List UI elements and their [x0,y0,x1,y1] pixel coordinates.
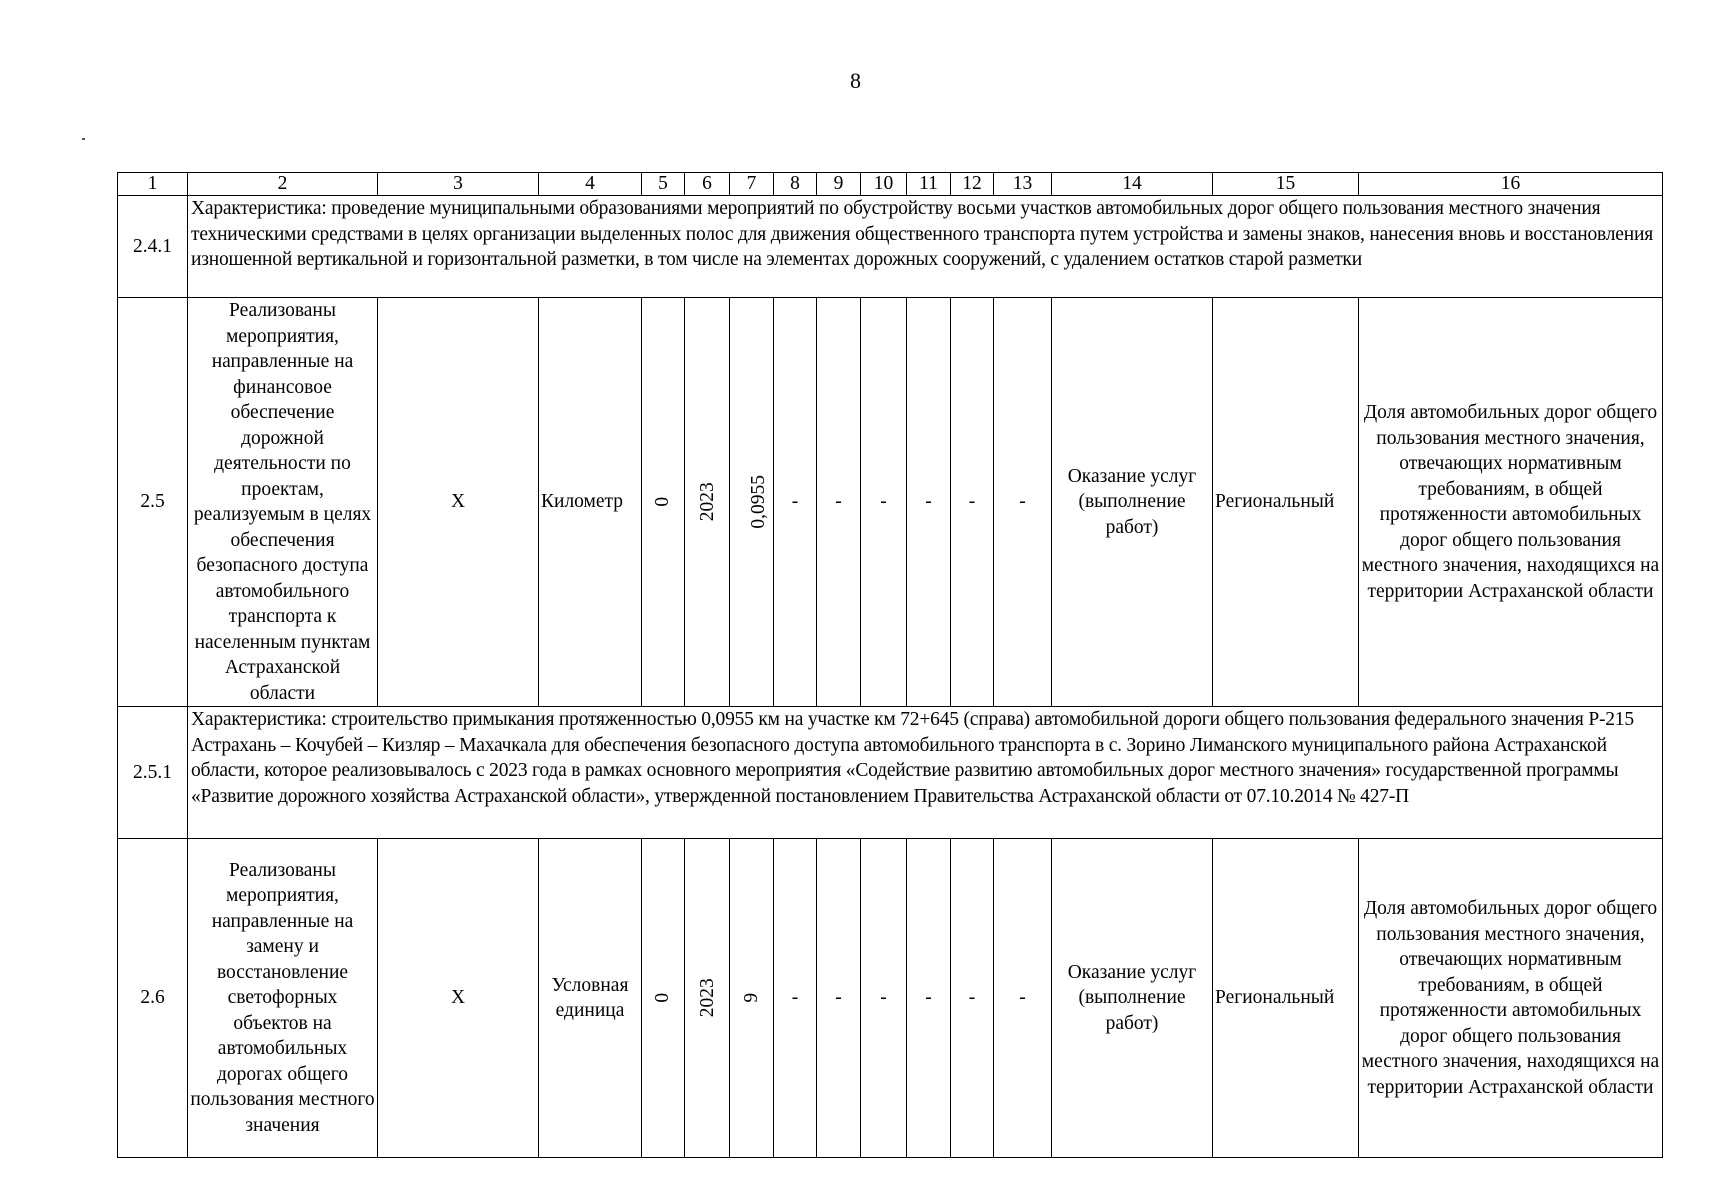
cell-col-5 [642,839,685,1158]
unit-cell: Условная единица [539,839,642,1158]
header-col-12: 12 [951,173,994,196]
row-number: 2.6 [118,839,188,1158]
level-cell: Региональный [1213,839,1359,1158]
cell-col-10: - [861,839,907,1158]
cell-col-9: - [817,298,861,707]
base-value: 0 [652,993,674,1003]
characteristic-text: Характеристика: строительство примыкания протяженностью 0,0955 км на участке км 72+645 (справа) автомобильной дороги общего пользования федерального значения Р-215 Астрахань – Кочубей – Кизляр – Махачкала для обеспечения безопасного доступа автомобильного транспорта в с. Зорино Лиманского муниципального района Астраханской области, которое реализовывалось с 2023 года в рамках основного мероприятия «Содействие развитию автомобильных дорог местного значения» государственной программы «Развитие дорожного хозяйства Астраханской области», утвержденной постановлением Правительства Астраханской области от 07.10.2014 № 427-П [188,707,1663,839]
results-table [117,172,1663,1158]
cell-col-5 [642,298,685,707]
indicator-link: Доля автомобильных дорог общего пользования местного значения, отвечающих нормативным требованиям, в общей протяженности автомобильных дорог общего пользования местного значения, находящихся на территории Астраханской области [1359,839,1663,1158]
cell-col-3: Х [378,839,539,1158]
result-type: Оказание услуг (выполнение работ) [1052,298,1213,707]
header-col-5: 5 [642,173,685,196]
header-col-4: 4 [539,173,642,196]
unit-cell: Километр [539,298,642,707]
base-value: 0 [652,497,674,507]
row-number: 2.5.1 [118,707,188,839]
cell-col-12: - [951,839,994,1158]
header-col-11: 11 [907,173,951,196]
cell-col-13: - [994,298,1052,707]
cell-col-3: Х [378,298,539,707]
target-value: 0,0955 [748,475,770,529]
characteristic-text: Характеристика: проведение муниципальными образованиями мероприятий по обустройству восьми участков автомобильных дорог общего пользования местного значения техническими средствами в целях организации выделенных полос для движения общественного транспорта путем устройства и замены знаков, нанесения вновь и восстановления изношенной вертикальной и горизонтальной разметки, в том числе на элементах дорожных сооружений, с удалением остатков старой разметки [188,196,1663,298]
row-number: 2.4.1 [118,196,188,298]
cell-col-8: - [774,839,817,1158]
result-name: Реализованы мероприятия, направленные на финансовое обеспечение дорожной деятельности по проектам, реализуемым в целях обеспечения безопасного доступа автомобильного транспорта к населенным пунктам Астраханской области [188,298,378,707]
result-name: Реализованы мероприятия, направленные на замену и восстановление светофорных объектов на автомобильных дорогах общего пользования местного значения [188,839,378,1158]
header-col-15: 15 [1213,173,1359,196]
cell-col-6 [685,298,730,707]
header-col-8: 8 [774,173,817,196]
header-col-7: 7 [730,173,774,196]
scan-speck [82,138,85,140]
header-col-9: 9 [817,173,861,196]
table-row-2-6 [118,839,1663,1158]
header-col-1: 1 [118,173,188,196]
target-value: 9 [740,993,762,1003]
cell-col-7 [730,839,774,1158]
characteristic-row-2-4-1 [118,196,1663,298]
cell-col-11: - [907,839,951,1158]
table-row-2-5 [118,298,1663,707]
result-type: Оказание услуг (выполнение работ) [1052,839,1213,1158]
cell-col-6 [685,839,730,1158]
header-col-10: 10 [861,173,907,196]
header-row [118,173,1663,196]
cell-col-13: - [994,839,1052,1158]
row-number: 2.5 [118,298,188,707]
header-col-14: 14 [1052,173,1213,196]
indicator-link: Доля автомобильных дорог общего пользования местного значения, отвечающих нормативным требованиям, в общей протяженности автомобильных дорог общего пользования местного значения, находящихся на территории Астраханской области [1359,298,1663,707]
header-col-16: 16 [1359,173,1663,196]
cell-col-8: - [774,298,817,707]
cell-col-11: - [907,298,951,707]
cell-col-7 [730,298,774,707]
cell-col-9: - [817,839,861,1158]
characteristic-row-2-5-1 [118,707,1663,839]
cell-col-12: - [951,298,994,707]
header-col-13: 13 [994,173,1052,196]
page-number: 8 [850,68,861,93]
base-year: 2023 [696,978,718,1018]
header-col-3: 3 [378,173,539,196]
cell-col-10: - [861,298,907,707]
header-col-2: 2 [188,173,378,196]
level-cell: Региональный [1213,298,1359,707]
base-year: 2023 [696,482,718,522]
header-col-6: 6 [685,173,730,196]
